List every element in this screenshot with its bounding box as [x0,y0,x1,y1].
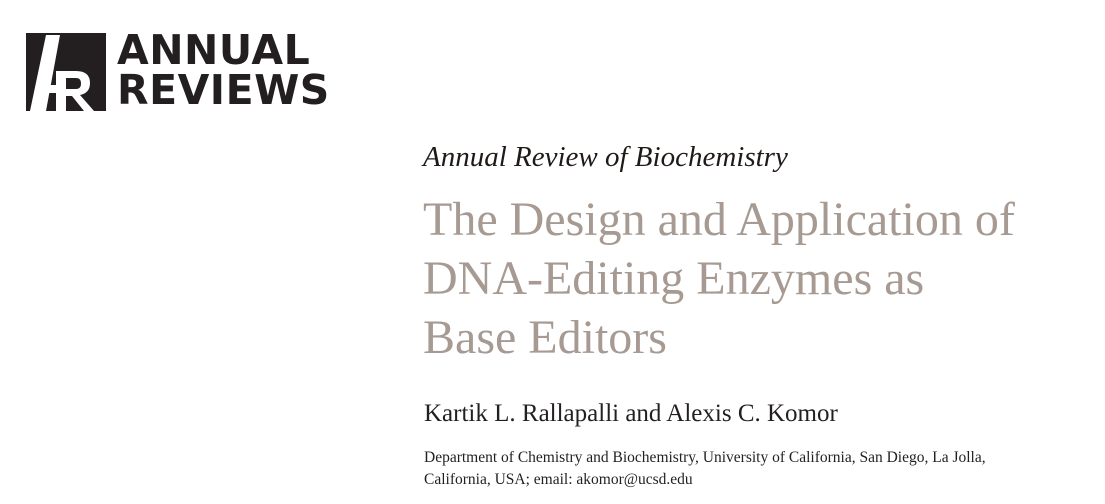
journal-name: Annual Review of Biochemistry [423,141,788,173]
title-line-3: Base Editors [423,311,667,364]
logo-line-annual: ANNUAL [117,26,311,74]
logo-line-reviews: REVIEWS [117,66,330,114]
title-line-2: DNA-Editing Enzymes as [423,252,925,305]
annual-reviews-logo [26,26,336,115]
ar-logo-icon [26,33,106,111]
affiliation-line-2: California, USA; email: akomor@ucsd.edu [424,471,693,488]
author-list: Kartik L. Rallapalli and Alexis C. Komor [424,400,838,427]
logo-wordmark [117,26,330,114]
article-title [423,190,1083,367]
author-affiliation [424,447,1084,491]
title-line-1: The Design and Application of [423,193,1015,246]
affiliation-line-1: Department of Chemistry and Biochemistry, University of California, San Diego, La Jolla, [424,449,986,466]
